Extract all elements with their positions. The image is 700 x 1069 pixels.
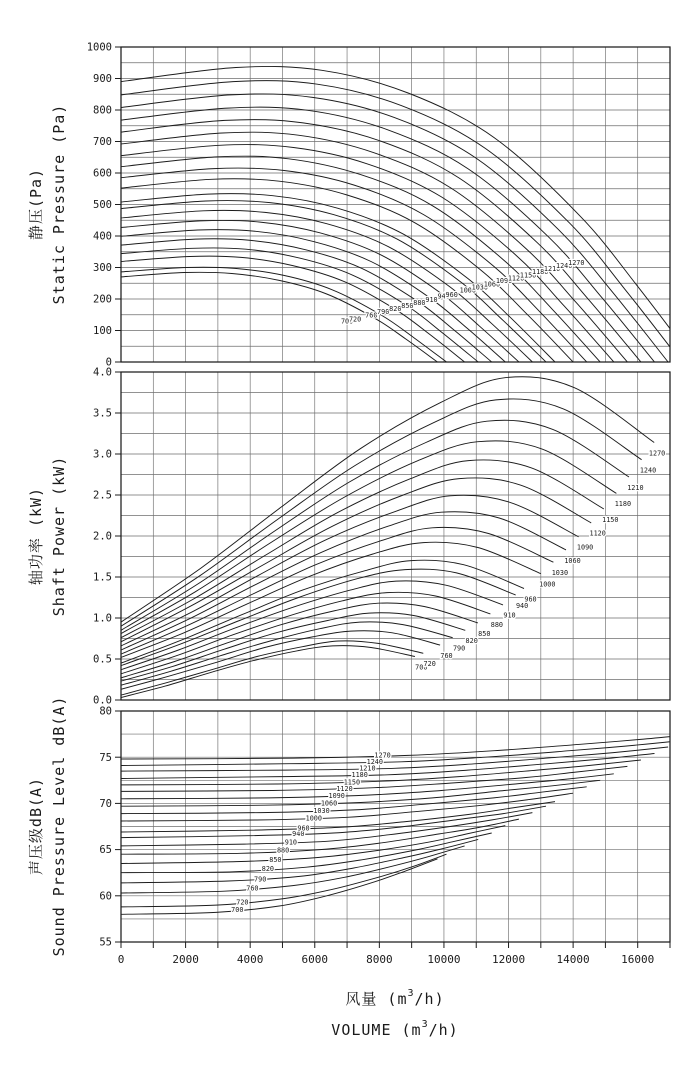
y-tick-label-shaft-power-1.5: 1.5 [93, 571, 112, 584]
x-axis-title [195, 982, 595, 1044]
curve-label-sound-pressure-level-1270: 1270 [374, 751, 391, 760]
curve-label-static-pressure-720: 720 [348, 315, 362, 324]
curve-label-shaft-power-790: 790 [452, 644, 466, 653]
curve-label-shaft-power-700: 700 [415, 663, 428, 672]
curve-label-static-pressure-700: 700 [340, 317, 354, 326]
curve-label-sound-pressure-level-960: 960 [297, 824, 310, 833]
x-axis [118, 942, 670, 966]
y-tick-label-static-pressure-900: 900 [93, 73, 112, 86]
curve-label-static-pressure-1270: 1270 [568, 259, 585, 267]
curve-labels-shaft-power [415, 449, 665, 671]
y-tick-label-static-pressure-600: 600 [93, 167, 112, 180]
y-axis-shaft-power [93, 367, 121, 707]
y-tick-label-sound-pressure-level-65: 65 [99, 844, 112, 857]
curve-sound-pressure-level-820 [121, 833, 492, 873]
curve-label-static-pressure-910: 910 [425, 295, 438, 304]
curve-label-static-pressure-1240: 1240 [556, 262, 573, 271]
curves-sound-pressure-level [121, 734, 695, 914]
y-tick-label-sound-pressure-level-70: 70 [99, 798, 112, 810]
curve-static-pressure-1150 [121, 120, 641, 362]
curve-label-static-pressure-1150: 1150 [519, 271, 537, 280]
y-tick-label-sound-pressure-level-55: 55 [99, 936, 112, 949]
y-tick-label-static-pressure-100: 100 [93, 325, 112, 338]
curve-labels-static-pressure [341, 259, 585, 325]
x-tick-label-10000: 10000 [427, 953, 461, 966]
y-tick-label-static-pressure-500: 500 [93, 199, 112, 212]
y-tick-label-sound-pressure-level-75: 75 [99, 751, 112, 764]
curve-label-static-pressure-1060: 1060 [483, 280, 501, 289]
curve-label-sound-pressure-level-790: 790 [254, 875, 267, 884]
x-axis-title-cn: 风量 $(m^3/h)$ [345, 988, 445, 1008]
noise-axis-title [24, 616, 72, 1036]
curve-label-sound-pressure-level-760: 760 [246, 884, 259, 893]
y-tick-label-static-pressure-0: 0 [105, 356, 112, 369]
curve-label-shaft-power-1120: 1120 [589, 529, 606, 538]
y-tick-label-shaft-power-1.0: 1.0 [93, 612, 112, 625]
curve-label-sound-pressure-level-850: 850 [269, 856, 282, 864]
y-tick-label-shaft-power-2.0: 2.0 [93, 530, 112, 543]
y-axis-sound-pressure-level [99, 706, 121, 949]
y-tick-label-shaft-power-0.0: 0.0 [93, 694, 112, 707]
x-tick-label-6000: 6000 [301, 953, 329, 966]
curve-label-static-pressure-1000: 1000 [459, 286, 476, 295]
noise-axis-title-cn: 声压级dB(A) [27, 776, 45, 876]
y-tick-label-shaft-power-4.0: 4.0 [93, 366, 112, 379]
curve-label-shaft-power-1090: 1090 [576, 543, 594, 552]
x-tick-label-4000: 4000 [236, 953, 264, 966]
curve-label-static-pressure-850: 850 [401, 301, 414, 310]
curve-label-sound-pressure-level-820: 820 [261, 865, 275, 874]
panel-static-pressure [87, 42, 695, 369]
curve-label-static-pressure-1180: 1180 [532, 268, 549, 277]
panel-sound-pressure-level [99, 706, 695, 949]
curve-shaft-power-1120 [121, 478, 594, 642]
curve-label-static-pressure-960: 960 [445, 290, 458, 299]
x-tick-label-12000: 12000 [491, 953, 526, 966]
y-tick-label-static-pressure-1000: 1000 [86, 41, 112, 54]
x-axis-title-en: VOLUME $(m^3/h)$ [331, 1019, 459, 1039]
curve-label-sound-pressure-level-1180: 1180 [351, 771, 368, 779]
curve-sound-pressure-level-760 [121, 846, 465, 893]
y-tick-label-static-pressure-400: 400 [93, 230, 112, 243]
curve-label-shaft-power-820: 820 [465, 637, 478, 646]
curve-sound-pressure-level-720 [121, 854, 447, 907]
x-tick-label-16000: 16000 [621, 953, 655, 966]
curve-shaft-power-1210 [121, 420, 632, 630]
curve-label-static-pressure-760: 760 [365, 311, 378, 320]
noise-axis-title-en: Sound Pressure Level dB(A) [50, 695, 68, 957]
curve-label-sound-pressure-level-700: 700 [231, 905, 244, 914]
curve-label-static-pressure-790: 790 [377, 308, 390, 317]
curve-label-shaft-power-1060: 1060 [564, 556, 581, 565]
y-tick-label-shaft-power-0.5: 0.5 [93, 653, 112, 666]
curve-label-shaft-power-850: 850 [478, 629, 491, 638]
panel-shaft-power [93, 367, 670, 707]
y-tick-label-shaft-power-2.5: 2.5 [93, 489, 112, 502]
curve-label-shaft-power-1240: 1240 [639, 466, 657, 475]
curve-static-pressure-700 [121, 272, 438, 362]
curve-label-shaft-power-720: 720 [423, 660, 436, 669]
x-tick-label-8000: 8000 [366, 953, 393, 966]
curve-static-pressure-940 [121, 200, 549, 362]
curve-label-static-pressure-1030: 1030 [471, 283, 488, 292]
y-tick-label-static-pressure-700: 700 [93, 136, 112, 149]
y-tick-label-static-pressure-300: 300 [93, 262, 112, 275]
curve-label-shaft-power-910: 910 [503, 611, 516, 620]
curve-label-sound-pressure-level-1060: 1060 [320, 799, 338, 808]
y-tick-label-sound-pressure-level-80: 80 [99, 705, 112, 718]
curve-label-sound-pressure-level-940: 940 [292, 830, 305, 839]
curves-static-pressure [121, 66, 695, 362]
curve-label-sound-pressure-level-1000: 1000 [305, 814, 322, 823]
curve-label-static-pressure-880: 880 [413, 299, 426, 307]
curve-label-sound-pressure-level-910: 910 [284, 838, 298, 847]
curve-static-pressure-1240 [121, 81, 682, 362]
curve-label-shaft-power-960: 960 [524, 595, 537, 604]
y-tick-label-static-pressure-800: 800 [93, 104, 112, 117]
curve-label-sound-pressure-level-1030: 1030 [313, 807, 330, 815]
curve-label-shaft-power-880: 880 [490, 620, 504, 629]
curve-shaft-power-1240 [121, 399, 642, 626]
power-axis-title-cn: 轴功率 (kW) [27, 486, 45, 586]
curve-label-shaft-power-1210: 1210 [627, 483, 644, 492]
x-tick-label-0: 0 [117, 953, 125, 966]
x-tick-label-2000: 2000 [172, 953, 199, 966]
curve-label-sound-pressure-level-720: 720 [236, 898, 249, 907]
curve-label-shaft-power-1030: 1030 [551, 569, 569, 578]
curve-label-sound-pressure-level-1090: 1090 [328, 792, 345, 801]
curve-label-shaft-power-940: 940 [515, 601, 529, 610]
curve-label-sound-pressure-level-1150: 1150 [343, 778, 361, 787]
curve-sound-pressure-level-1240 [121, 741, 682, 766]
curve-shaft-power-1060 [121, 512, 569, 650]
curve-label-sound-pressure-level-1240: 1240 [366, 758, 383, 766]
curve-label-static-pressure-1090: 1090 [495, 277, 513, 286]
grid-sound-pressure-level [121, 711, 670, 942]
curve-label-sound-pressure-level-1120: 1120 [336, 784, 353, 793]
curve-sound-pressure-level-1270 [121, 734, 695, 759]
y-tick-label-static-pressure-200: 200 [93, 293, 112, 306]
y-tick-label-shaft-power-3.5: 3.5 [93, 407, 112, 420]
curve-label-sound-pressure-level-1210: 1210 [359, 764, 376, 773]
curve-label-shaft-power-1270: 1270 [648, 449, 666, 458]
curve-label-sound-pressure-level-880: 880 [276, 846, 290, 855]
curve-label-shaft-power-1000: 1000 [539, 580, 556, 589]
curve-sound-pressure-level-790 [121, 839, 478, 883]
power-axis-title-en: Shaft Power (kW) [50, 455, 68, 617]
y-tick-label-sound-pressure-level-60: 60 [99, 890, 112, 903]
x-tick-label-14000: 14000 [556, 953, 590, 966]
curve-label-shaft-power-1180: 1180 [614, 500, 632, 509]
curve-label-shaft-power-760: 760 [440, 651, 453, 660]
pressure-axis-title-cn: 静压(Pa) [27, 167, 45, 241]
y-axis-static-pressure [87, 42, 121, 369]
curve-label-static-pressure-940: 940 [437, 292, 450, 301]
curve-label-static-pressure-1210: 1210 [543, 265, 561, 273]
curve-label-static-pressure-820: 820 [389, 305, 402, 313]
grid-static-pressure [121, 47, 670, 362]
curve-label-static-pressure-1120: 1120 [507, 274, 525, 283]
curve-shaft-power-760 [121, 631, 440, 690]
pressure-axis-title-en: Static Pressure (Pa) [50, 103, 68, 305]
curve-label-shaft-power-1150: 1150 [602, 515, 619, 524]
y-tick-label-shaft-power-3.0: 3.0 [93, 448, 112, 461]
